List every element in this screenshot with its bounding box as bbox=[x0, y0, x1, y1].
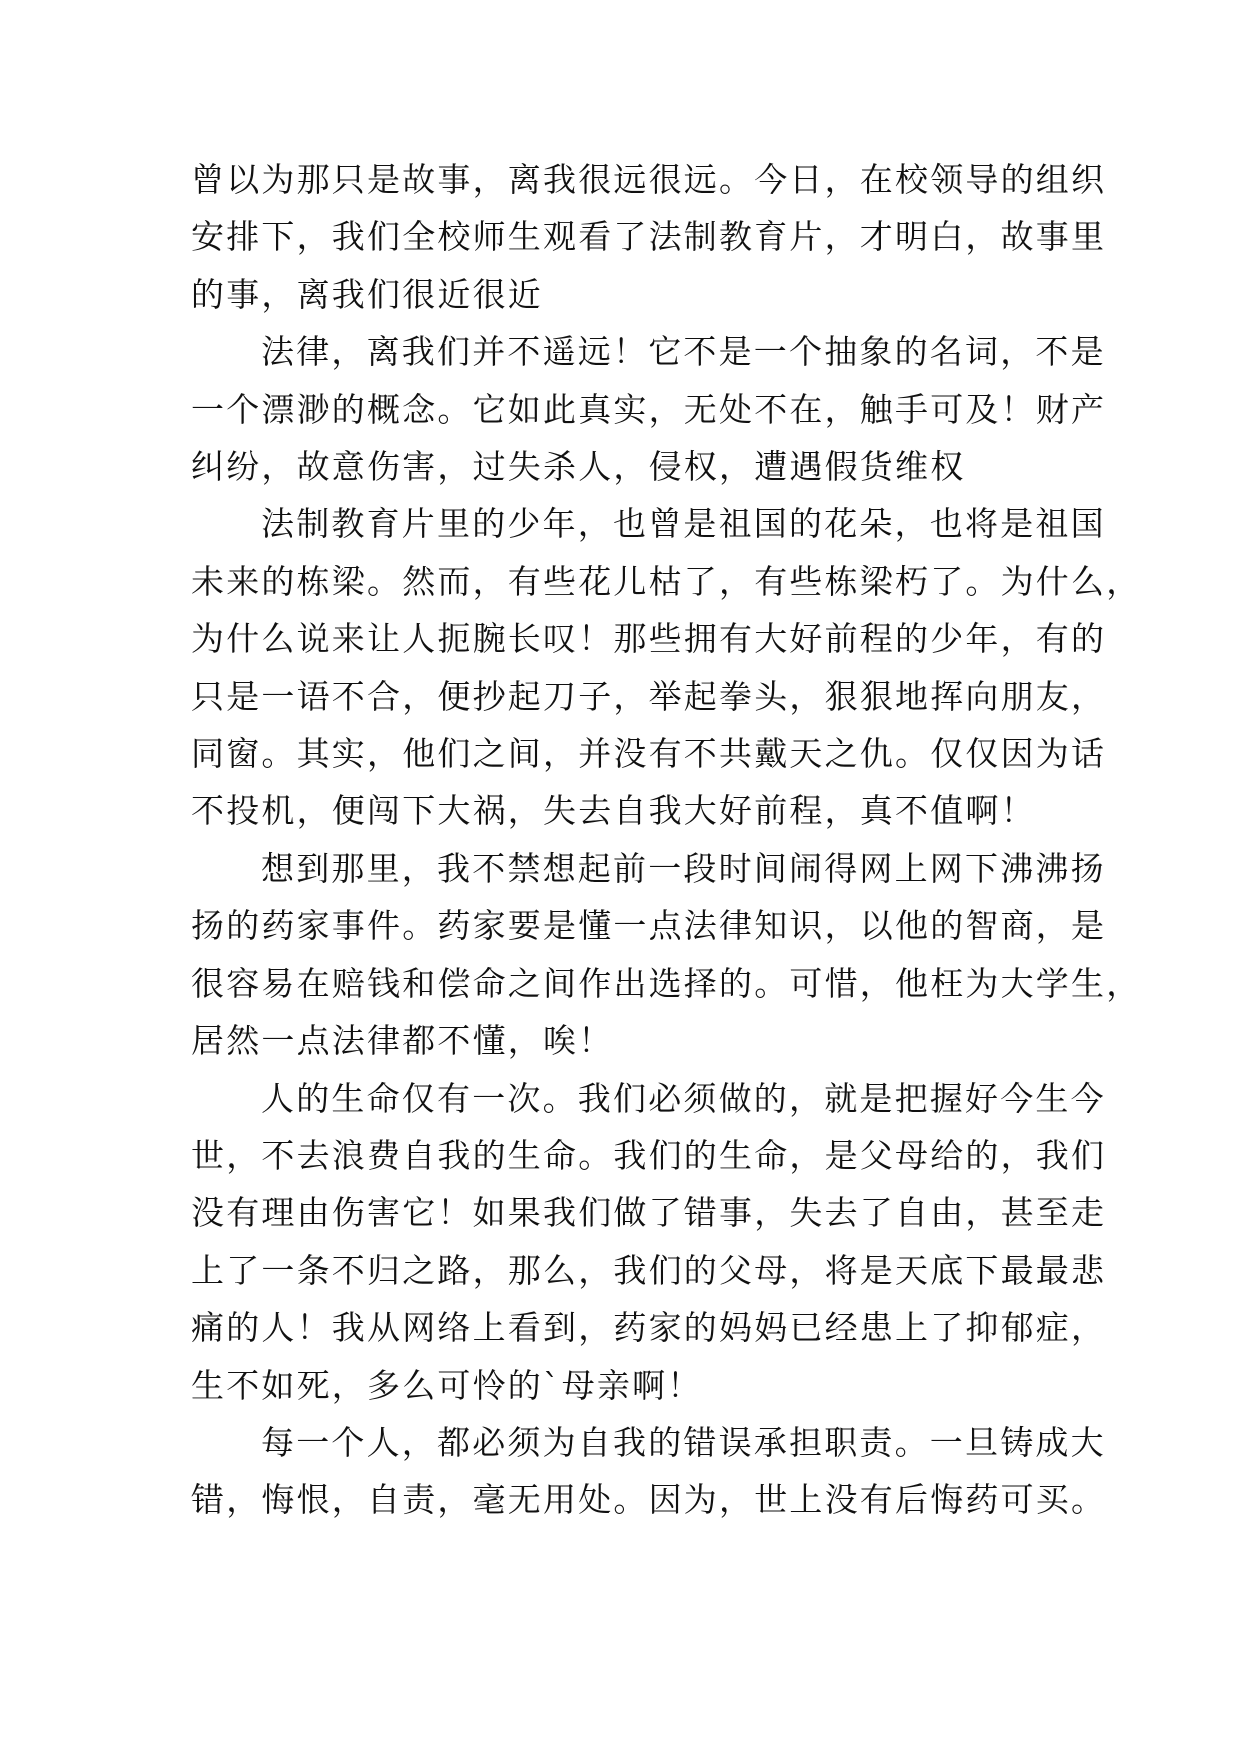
paragraph-4 bbox=[191, 840, 1142, 1070]
text-line: 人的生命仅有一次。我们必须做的，就是把握好今生今 bbox=[261, 1078, 1106, 1118]
text-line: 的事，离我们很近很近 bbox=[191, 274, 543, 314]
text-line: 未来的栋梁。然而，有些花儿枯了，有些栋梁朽了。为什么， bbox=[191, 561, 1142, 601]
text-line: 不投机，便闯下大祸，失去自我大好前程，真不值啊！ bbox=[191, 791, 1036, 831]
text-line: 曾以为那只是故事，离我很远很远。今日，在校领导的组织 bbox=[191, 160, 1107, 199]
paragraph-3 bbox=[191, 495, 1142, 839]
body-text bbox=[191, 151, 1142, 1529]
text-line: 痛的人！我从网络上看到，药家的妈妈已经患上了抑郁症， bbox=[191, 1308, 1107, 1348]
text-line: 为什么说来让人扼腕长叹！那些拥有大好前程的少年，有的 bbox=[191, 619, 1107, 659]
text-line: 扬的药家事件。药家要是懂一点法律知识，以他的智商，是 bbox=[191, 906, 1107, 946]
text-line: 纠纷，故意伤害，过失杀人，侵权，遭遇假货维权 bbox=[191, 447, 966, 487]
text-line: 法制教育片里的少年，也曾是祖国的花朵，也将是祖国 bbox=[261, 504, 1106, 544]
text-line: 法律，离我们并不遥远！它不是一个抽象的名词，不是 bbox=[261, 332, 1106, 372]
text-line: 一个漂渺的概念。它如此真实，无处不在，触手可及！财产 bbox=[191, 389, 1107, 429]
text-line: 每一个人，都必须为自我的错误承担职责。一旦铸成大 bbox=[261, 1422, 1106, 1462]
text-line: 安排下，我们全校师生观看了法制教育片，才明白，故事里 bbox=[191, 217, 1107, 257]
text-line: 很容易在赔钱和偿命之间作出选择的。可惜，他枉为大学生， bbox=[191, 963, 1142, 1003]
text-line: 世，不去浪费自我的生命。我们的生命，是父母给的，我们 bbox=[191, 1135, 1107, 1175]
text-line: 只是一语不合，便抄起刀子，举起拳头，狠狠地挥向朋友， bbox=[191, 676, 1107, 716]
text-line: 没有理由伤害它！如果我们做了错事，失去了自由，甚至走 bbox=[191, 1193, 1107, 1233]
text-line: 同窗。其实，他们之间，并没有不共戴天之仇。仅仅因为话 bbox=[191, 734, 1107, 774]
paragraph-1 bbox=[191, 151, 1107, 323]
text-line: 错，悔恨，自责，毫无用处。因为，世上没有后悔药可买。 bbox=[191, 1480, 1107, 1520]
text-line: 居然一点法律都不懂，唉！ bbox=[191, 1021, 614, 1061]
text-line: 想到那里，我不禁想起前一段时间闹得网上网下沸沸扬 bbox=[261, 848, 1106, 888]
text-line: 生不如死，多么可怜的`母亲啊！ bbox=[191, 1365, 703, 1405]
paragraph-5 bbox=[191, 1070, 1107, 1414]
paragraph-6 bbox=[191, 1414, 1107, 1529]
paragraph-2 bbox=[191, 323, 1107, 495]
text-line: 上了一条不归之路，那么，我们的父母，将是天底下最最悲 bbox=[191, 1250, 1107, 1290]
